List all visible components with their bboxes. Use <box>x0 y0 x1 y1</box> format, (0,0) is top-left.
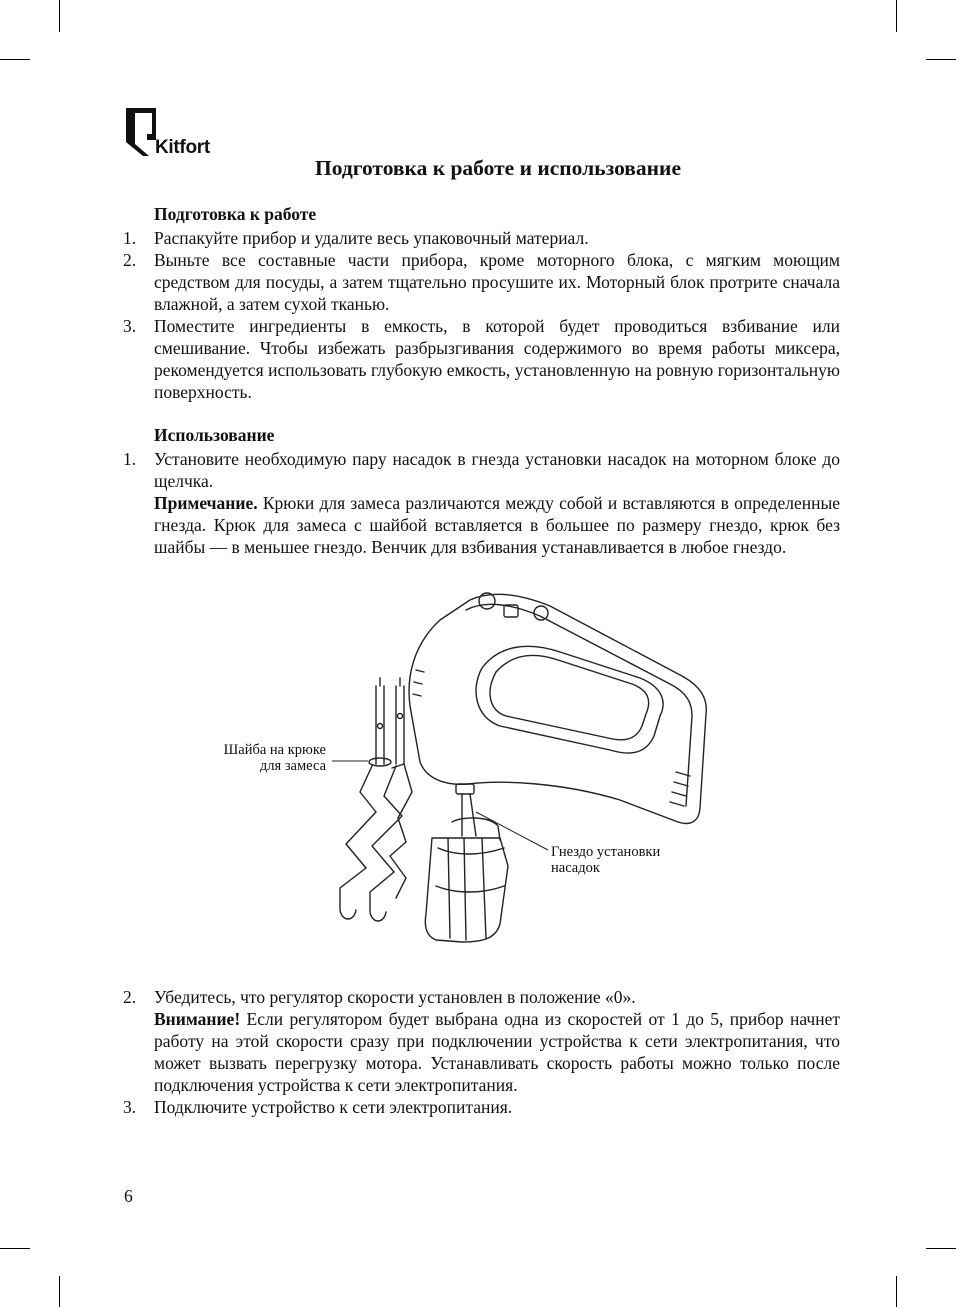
item-number: 1. <box>123 449 137 469</box>
list-item <box>123 249 840 315</box>
item-text: Распакуйте прибор и удалите весь упаковочный материал. <box>154 228 589 248</box>
crop-mark <box>926 1248 956 1249</box>
note-label: Примечание. <box>154 493 258 513</box>
callout-washer <box>200 742 326 774</box>
list-item <box>123 448 840 558</box>
item-number: 2. <box>123 250 137 270</box>
callout-washer-line2: для замеса <box>259 758 326 774</box>
page-title: Подготовка к работе и использование <box>315 156 681 180</box>
crop-mark <box>0 1248 30 1249</box>
item-number: 3. <box>123 1097 137 1117</box>
kitfort-logo-icon <box>126 108 158 158</box>
note-text: Если регулятором будет выбрана одна из скоростей от 1 до 5, прибор начнет работу на этой скорости сразу при подключении устройства к сети электропитания, что может вызвать перегрузку мотора. Устанавливать скорость работы можно только после подключения устройства к сети электропитания. <box>154 1009 840 1095</box>
crop-mark <box>896 0 897 32</box>
brand-logo <box>126 108 226 160</box>
item-number: 1. <box>123 228 137 248</box>
section-title-usage: Использование <box>154 425 275 445</box>
list-item <box>123 227 840 249</box>
callout-socket-line2: насадок <box>551 860 600 876</box>
list-item <box>123 315 840 403</box>
note-paragraph <box>154 1008 840 1096</box>
item-text: Подключите устройство к сети электропитания. <box>154 1097 513 1117</box>
item-text: Установите необходимую пару насадок в гнезда установки насадок на моторном блоке до щелчка. <box>154 449 840 491</box>
note-paragraph <box>154 492 840 558</box>
page-number: 6 <box>124 1186 133 1206</box>
item-number: 3. <box>123 316 137 336</box>
section-title-preparation: Подготовка к работе <box>154 204 317 224</box>
item-text: Поместите ингредиенты в емкость, в которой будет проводиться взбивание или смешивание. Чтобы избежать разбрызгивания содержимого во время работы миксера, рекомендуется использовать глубокую емкость, установленную на ровную горизонтальную поверхность. <box>154 316 840 402</box>
callout-washer-line1: Шайба на крюке <box>223 742 326 758</box>
brand-name: Kitfort <box>155 137 210 158</box>
callout-socket <box>551 844 711 876</box>
item-number: 2. <box>123 987 137 1007</box>
mixer-illustration <box>200 586 720 956</box>
callout-socket-line1: Гнездо установки <box>551 844 661 860</box>
crop-mark <box>59 0 60 32</box>
list-item <box>123 986 840 1096</box>
list-item <box>123 1096 840 1118</box>
crop-mark <box>926 59 956 60</box>
crop-mark <box>896 1276 897 1307</box>
note-text: Крюки для замеса различаются между собой и вставляются в определенные гнезда. Крюк для замеса с шайбой вставляется в большее по размеру гнездо, крюк без шайбы — в меньшее гнездо. Венчик для взбивания устанавливается в любое гнездо. <box>154 493 840 557</box>
note-label: Внимание! <box>154 1009 241 1029</box>
item-text: Выньте все составные части прибора, кроме моторного блока, с мягким моющим средством для посуды, а затем тщательно просушите их. Моторный блок протрите сначала влажной, а затем сухой тканью. <box>154 250 840 314</box>
crop-mark <box>59 1276 60 1307</box>
item-text: Убедитесь, что регулятор скорости установлен в положение «0». <box>154 987 636 1007</box>
crop-mark <box>0 59 30 60</box>
